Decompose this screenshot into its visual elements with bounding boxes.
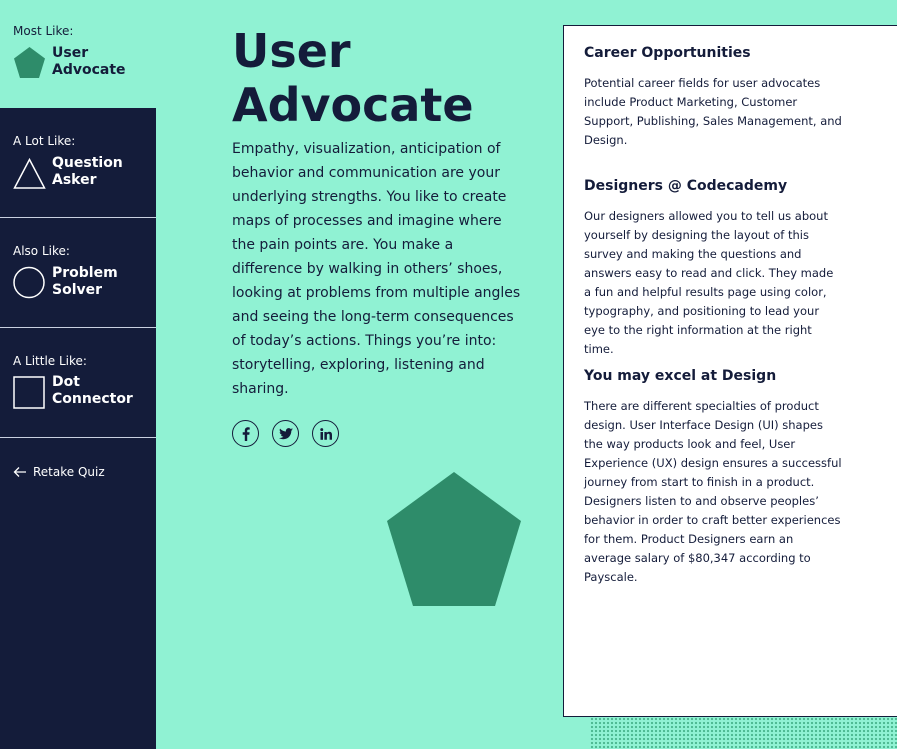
excel-at-design-section — [584, 367, 842, 587]
most-like-name — [52, 45, 126, 79]
section-heading: Career Opportunities — [584, 45, 751, 61]
linkedin-icon — [320, 428, 332, 440]
section-body: Potential career fields for user advocates include Product Marketing, Customer Support, Publishing, Sales Management, and Design. — [584, 76, 842, 147]
social-share — [232, 420, 352, 447]
facebook-share-button[interactable] — [232, 420, 259, 447]
arrow-left-icon — [13, 466, 27, 478]
section-heading: You may excel at Design — [584, 368, 777, 384]
result-a-lot-like[interactable] — [0, 108, 156, 218]
a-little-like-label: A Little Like: — [13, 354, 87, 368]
a-lot-like-name-line2: Asker — [52, 172, 97, 188]
circle-icon — [13, 266, 46, 299]
result-description: Empathy, visualization, anticipation of behavior and communication are your underlying strengths. You like to create maps of processes and imagine where the pain points are. You make a difference by walking in others’ shoes, looking at problems from multiple angles and seeing the long-term consequences of today’s actions. Things you’re into: storytelling, exploring, listening and sharing. — [232, 141, 521, 397]
section-body: Our designers allowed you to tell us about yourself by designing the layout of this survey and making the questions and answers easy to read and click. They made a fun and helpful results page using color, typography, and positioning to lead your eye to the right information at the right time. — [584, 209, 834, 356]
other-results — [0, 108, 156, 749]
twitter-share-button[interactable] — [272, 420, 299, 447]
career-opportunities-section — [584, 44, 842, 150]
section-body: There are different specialties of product design. User Interface Design (UI) shapes the way products look and feel, User Experience (UX) design ensures a successful journey from start to finish in a product. Designers listen to and observe peoples’ behavior in order to craft better experiences for them. Product Designers earn an average salary of $80,347 according to Payscale. — [584, 399, 842, 584]
sidebar — [0, 0, 156, 749]
linkedin-share-button[interactable] — [312, 420, 339, 447]
section-heading: Designers @ Codecademy — [584, 178, 788, 194]
result-a-little-like[interactable] — [0, 328, 156, 438]
also-like-name-line2: Solver — [52, 282, 103, 298]
most-like-name-line1: User — [52, 45, 89, 61]
designers-codecademy-section — [584, 177, 842, 359]
a-little-like-name — [52, 374, 133, 408]
page-title — [232, 24, 532, 132]
also-like-label: Also Like: — [13, 244, 70, 258]
pentagon-illustration — [386, 471, 522, 607]
twitter-icon — [279, 428, 293, 440]
dot-pattern-decoration — [590, 717, 897, 749]
a-lot-like-name — [52, 155, 123, 189]
page-title-line1: User — [232, 24, 351, 78]
divider — [0, 437, 156, 438]
square-icon — [13, 376, 46, 409]
triangle-icon — [13, 157, 46, 190]
info-panel — [563, 25, 897, 717]
a-lot-like-name-line1: Question — [52, 155, 123, 171]
a-lot-like-label: A Lot Like: — [13, 134, 76, 148]
most-like-label: Most Like: — [13, 24, 74, 38]
result-also-like[interactable] — [0, 218, 156, 328]
retake-quiz-link[interactable] — [13, 465, 105, 479]
retake-quiz-label: Retake Quiz — [33, 465, 105, 479]
most-like-name-line2: Advocate — [52, 62, 126, 78]
page-title-line2: Advocate — [232, 78, 474, 132]
pentagon-icon — [13, 46, 46, 79]
a-little-like-name-line2: Connector — [52, 391, 133, 407]
facebook-icon — [242, 427, 250, 441]
most-like-section — [0, 0, 156, 108]
also-like-name — [52, 265, 118, 299]
a-little-like-name-line1: Dot — [52, 374, 80, 390]
also-like-name-line1: Problem — [52, 265, 118, 281]
